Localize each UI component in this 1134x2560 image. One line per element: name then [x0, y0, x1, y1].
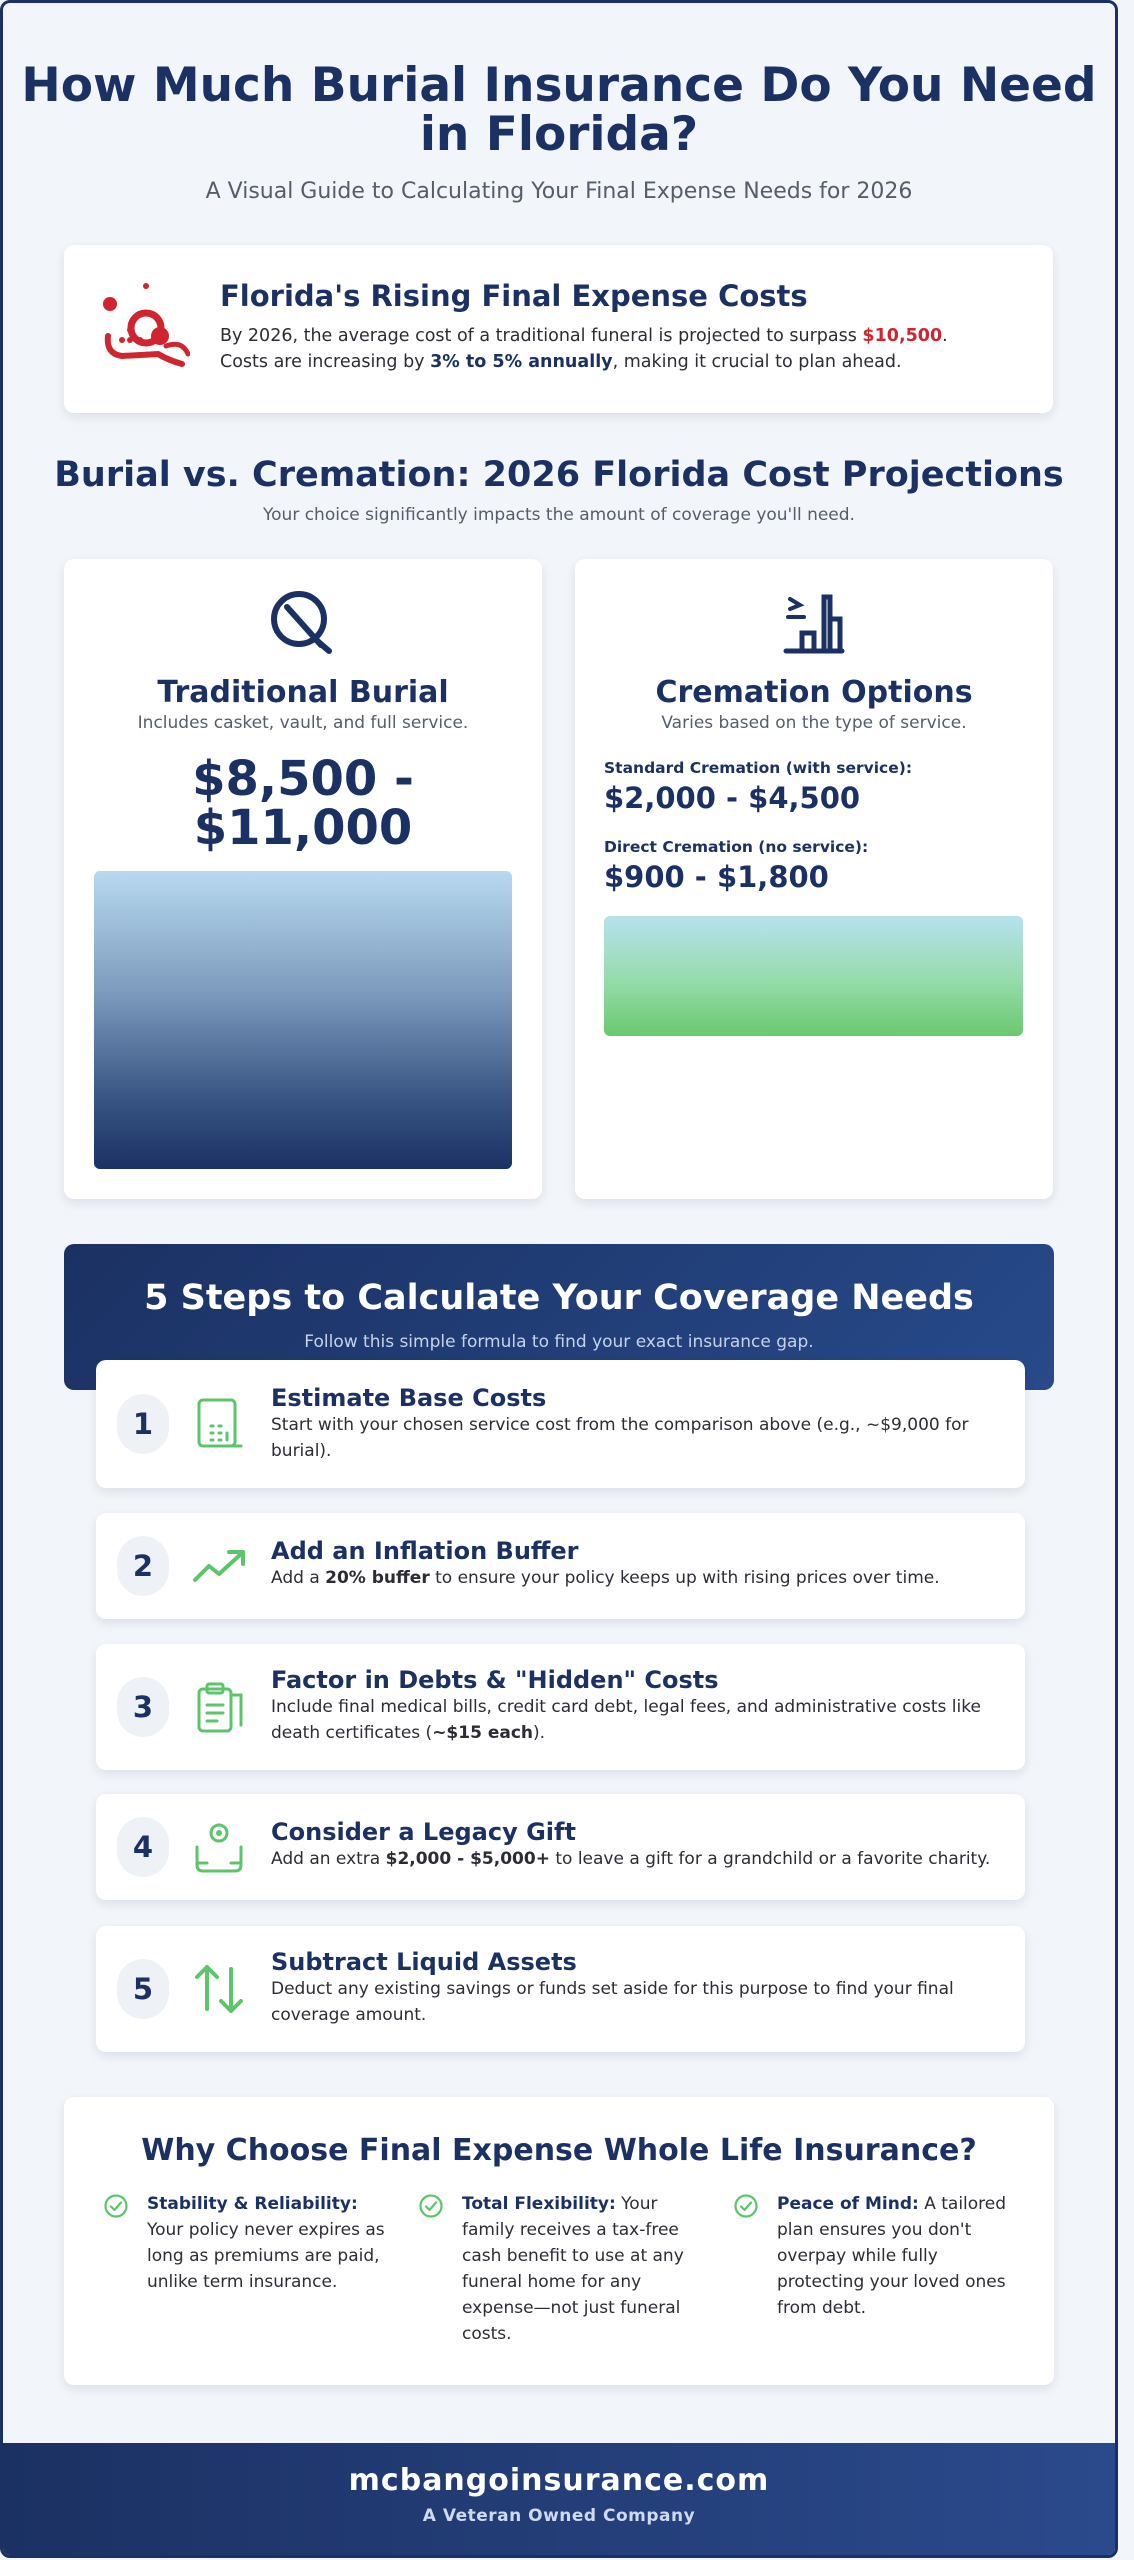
steps-subtitle: Follow this simple formula to find your exact insurance gap.	[304, 1332, 814, 1352]
page-subtitle: A Visual Guide to Calculating Your Final Expense Needs for 2026	[205, 179, 913, 204]
step-text-3c: ).	[533, 1723, 546, 1743]
standard-cremation-label: Standard Cremation (with service):	[604, 759, 913, 777]
burial-price-line2: $11,000	[193, 800, 413, 856]
steps-title: 5 Steps to Calculate Your Coverage Needs	[144, 1278, 974, 1318]
check-circle-icon	[103, 2193, 129, 2219]
rising-costs-text	[220, 323, 1020, 375]
rising-costs-title: Florida's Rising Final Expense Costs	[220, 279, 808, 313]
standard-cremation-price: $2,000 - $4,500	[604, 781, 861, 815]
burial-price-line1: $8,500 -	[192, 751, 414, 807]
why-item-peace-of-mind	[777, 2191, 1017, 2321]
why-label-stability: Stability & Reliability:	[147, 2194, 358, 2214]
step-card-1	[96, 1360, 1025, 1488]
step-title-1: Estimate Base Costs	[271, 1384, 547, 1412]
step-text-2	[271, 1565, 991, 1591]
why-text-flexibility	[462, 2191, 702, 2347]
why-label-peace-of-mind: Peace of Mind:	[777, 2194, 919, 2214]
cremation-desc: Varies based on the type of service.	[661, 713, 967, 733]
direct-cremation-price: $900 - $1,800	[604, 860, 829, 894]
step-text-3	[271, 1694, 991, 1746]
step-text-4a: Add an extra	[271, 1849, 386, 1869]
burial-cost-bar	[94, 871, 512, 1169]
burial-title: Traditional Burial	[157, 675, 449, 710]
legacy-gift-highlight: $2,000 - $5,000+	[385, 1849, 550, 1869]
clipboard-icon	[191, 1679, 247, 1735]
step-text-1: Start with your chosen service cost from the comparison above (e.g., ~$9,000 for burial).	[271, 1415, 969, 1461]
step-title-3: Factor in Debts & "Hidden" Costs	[271, 1666, 719, 1694]
why-text-stability	[147, 2191, 387, 2295]
step-number-4: 4	[117, 1817, 169, 1877]
step-text-4c: to leave a gift for a grandchild or a favorite charity.	[549, 1849, 991, 1869]
rising-costs-card	[64, 245, 1053, 413]
inflation-buffer-highlight: 20% buffer	[325, 1568, 430, 1588]
burial-desc: Includes casket, vault, and full service.	[137, 713, 469, 733]
step-card-4	[96, 1794, 1025, 1900]
transfer-arrows-icon	[191, 1961, 247, 2017]
footer-website-link[interactable]: mcbangoinsurance.com	[348, 2463, 770, 2498]
direct-cremation-option	[604, 838, 868, 894]
step-card-3	[96, 1644, 1025, 1770]
step-text-5: Deduct any existing savings or funds set aside for this purpose to find your final coverage amount.	[271, 1979, 954, 2025]
death-certificate-cost-highlight: ~$15 each	[432, 1723, 534, 1743]
comparison-subtitle: Your choice significantly impacts the amount of coverage you'll need.	[263, 505, 855, 525]
why-body-flexibility: Your family receives a tax-free cash benefit to use at any funeral home for any expense—not just funeral costs.	[462, 2194, 684, 2344]
footer-tagline: A Veteran Owned Company	[422, 2506, 696, 2526]
trend-up-icon	[191, 1538, 247, 1594]
projected-cost-highlight: $10,500	[862, 326, 943, 346]
step-title-5: Subtract Liquid Assets	[271, 1948, 577, 1976]
step-text-2c: to ensure your policy keeps up with rising prices over time.	[429, 1568, 940, 1588]
step-number-5: 5	[117, 1959, 169, 2019]
annual-increase-highlight: 3% to 5% annually	[430, 352, 613, 372]
why-body-peace-of-mind: A tailored plan ensures you don't overpay while fully protecting your loved ones from debt.	[777, 2194, 1007, 2318]
step-text-2a: Add a	[271, 1568, 326, 1588]
why-title: Why Choose Final Expense Whole Life Insurance?	[141, 2133, 977, 2168]
rising-costs-text-2: .	[942, 326, 948, 346]
standard-cremation-option	[604, 759, 912, 815]
step-text-4	[271, 1846, 991, 1872]
rising-cost-icon	[102, 280, 190, 372]
direct-cremation-label: Direct Cremation (no service):	[604, 838, 869, 856]
check-circle-icon	[733, 2193, 759, 2219]
burial-price	[64, 751, 542, 856]
why-label-flexibility: Total Flexibility:	[462, 2194, 616, 2214]
burial-card	[64, 559, 542, 1199]
calculator-icon	[191, 1396, 247, 1452]
step-number-2: 2	[117, 1536, 169, 1596]
page-title: How Much Burial Insurance Do You Need in Florida?	[21, 58, 1097, 162]
step-text-3a: Include final medical bills, credit card debt, legal fees, and administrative costs like death certificates (	[271, 1697, 981, 1743]
rising-costs-text-4: , making it crucial to plan ahead.	[612, 352, 902, 372]
why-body-stability: Your policy never expires as long as premiums are paid, unlike term insurance.	[147, 2220, 385, 2292]
why-whole-life-card	[64, 2097, 1054, 2385]
cremation-cost-bar	[604, 916, 1023, 1036]
why-text-peace-of-mind	[777, 2191, 1017, 2321]
hero	[3, 58, 1115, 204]
casket-icon	[269, 589, 335, 655]
why-item-flexibility	[462, 2191, 702, 2347]
comparison-title: Burial vs. Cremation: 2026 Florida Cost Projections	[54, 455, 1064, 495]
why-item-stability	[147, 2191, 387, 2295]
step-title-4: Consider a Legacy Gift	[271, 1818, 576, 1846]
check-circle-icon	[418, 2193, 444, 2219]
rising-costs-text-3: Costs are increasing by	[220, 352, 431, 372]
footer	[3, 2443, 1115, 2555]
step-card-2	[96, 1513, 1025, 1619]
gift-hand-icon	[191, 1819, 247, 1875]
step-number-3: 3	[117, 1677, 169, 1737]
step-card-5	[96, 1926, 1025, 2052]
step-title-2: Add an Inflation Buffer	[271, 1537, 579, 1565]
crematorium-icon	[780, 589, 846, 655]
cremation-title: Cremation Options	[655, 675, 973, 710]
cremation-card	[575, 559, 1053, 1199]
rising-costs-text-1: By 2026, the average cost of a traditional funeral is projected to surpass	[220, 326, 863, 346]
step-number-1: 1	[117, 1394, 169, 1454]
